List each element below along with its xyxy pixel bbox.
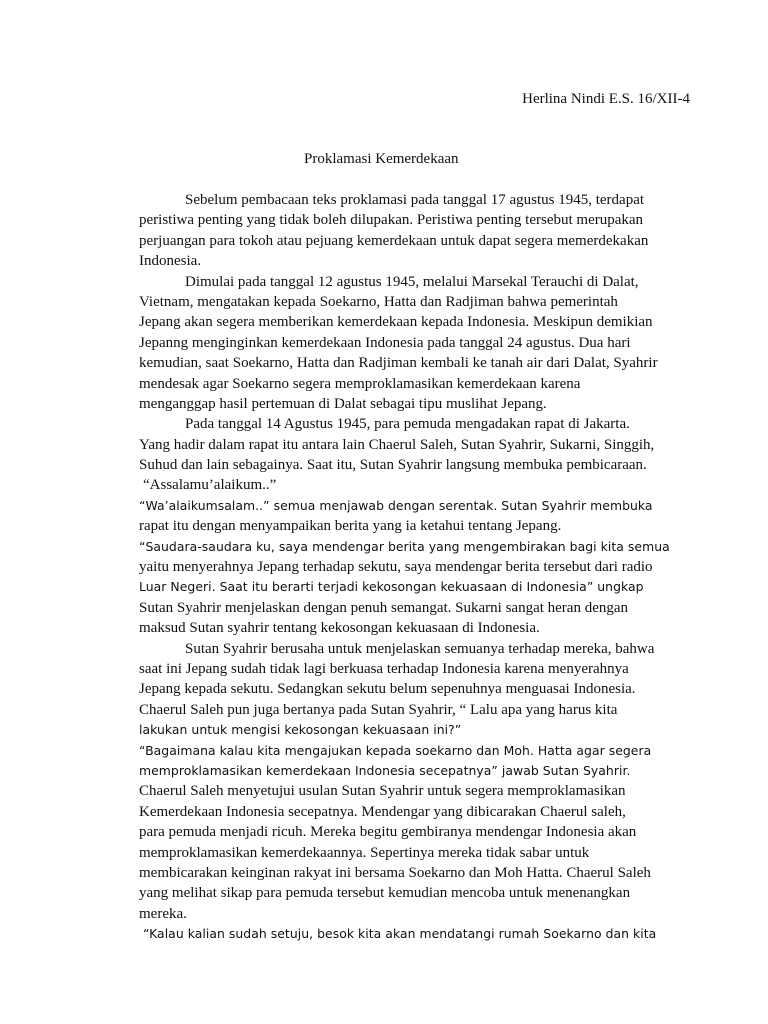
text-line: kemudian, saat Soekarno, Hatta dan Radjiman kembali ke tanah air dari Dalat, Syahrir	[139, 355, 658, 372]
text-line: “Bagaimana kalau kita mengajukan kepada soekarno dan Moh. Hatta agar segera	[139, 742, 652, 758]
text-line: Jepanng menginginkan kemerdekaan Indonesia pada tanggal 24 agustus. Dua hari	[139, 334, 631, 351]
text-line: Luar Negeri. Saat itu berarti terjadi kekosongan kekuasaan di Indonesia” ungkap	[139, 579, 644, 595]
text-line: mereka.	[139, 905, 187, 922]
text-line: membicarakan keinginan rakyat ini bersama Soekarno dan Moh Hatta. Chaerul Saleh	[139, 864, 651, 881]
author-line: Herlina Nindi E.S. 16/XII-4	[522, 91, 690, 107]
text-line: Chaerul Saleh menyetujui usulan Sutan Syahrir untuk segera memproklamasikan	[139, 783, 626, 800]
text-line: perjuangan para tokoh atau pejuang kemerdekaan untuk dapat segera memerdekakan	[139, 232, 649, 249]
text-line: rapat itu dengan menyampaikan berita yang ia ketahui tentang Jepang.	[139, 518, 562, 535]
text-line: saat ini Jepang sudah tidak lagi berkuasa terhadap Indonesia karena menyerahnya	[139, 660, 629, 677]
body-text	[139, 190, 679, 944]
text-line: “Wa’alaikumsalam..” semua menjawab dengan serentak. Sutan Syahrir membuka	[139, 497, 653, 513]
text-line: memproklamasikan kemerdekaannya. Sepertinya mereka tidak sabar untuk	[139, 844, 590, 861]
text-line: menganggap hasil pertemuan di Dalat sebagai tipu muslihat Jepang.	[139, 395, 547, 412]
text-line: Yang hadir dalam rapat itu antara lain Chaerul Saleh, Sutan Syahrir, Sukarni, Singgih,	[139, 436, 655, 453]
text-line: mendesak agar Soekarno segera memproklamasikan kemerdekaan karena	[139, 375, 581, 392]
text-line: yaitu menyerahnya Jepang terhadap sekutu, saya mendengar berita tersebut dari radio	[139, 559, 653, 576]
text-line: “Assalamu’alaikum..”	[143, 477, 277, 494]
text-line: para pemuda menjadi ricuh. Mereka begitu gembiranya mendengar Indonesia akan	[139, 824, 637, 841]
text-line: Sebelum pembacaan teks proklamasi pada tanggal 17 agustus 1945, terdapat	[185, 192, 645, 208]
text-line: Sutan Syahrir berusaha untuk menjelaskan semuanya terhadap mereka, bahwa	[185, 640, 655, 657]
text-line: Jepang kepada sekutu. Sedangkan sekutu belum sepenuhnya menguasai Indonesia.	[139, 681, 636, 698]
text-line: peristiwa penting yang tidak boleh dilupakan. Peristiwa penting tersebut merupakan	[139, 212, 644, 229]
text-line: Indonesia.	[139, 253, 202, 270]
text-line: memproklamasikan kemerdekaan Indonesia secepatnya” jawab Sutan Syahrir.	[139, 762, 631, 778]
text-line: Jepang akan segera memberikan kemerdekaan kepada Indonesia. Meskipun demikian	[139, 314, 653, 331]
text-line: Pada tanggal 14 Agustus 1945, para pemuda mengadakan rapat di Jakarta.	[185, 416, 630, 433]
text-line: Kemerdekaan Indonesia secepatnya. Mendengar yang dibicarakan Chaerul saleh,	[139, 803, 626, 820]
text-line: Chaerul Saleh pun juga bertanya pada Sutan Syahrir, “ Lalu apa yang harus kita	[139, 701, 618, 718]
text-line: Sutan Syahrir menjelaskan dengan penuh semangat. Sukarni sangat heran dengan	[139, 599, 629, 616]
text-line: Dimulai pada tanggal 12 agustus 1945, melalui Marsekal Terauchi di Dalat,	[185, 273, 639, 290]
text-line: yang melihat sikap para pemuda tersebut kemudian mencoba untuk menenangkan	[139, 885, 631, 902]
text-line: Suhud dan lain sebagainya. Saat itu, Sutan Syahrir langsung membuka pembicaraan.	[139, 457, 647, 474]
text-line: “Kalau kalian sudah setuju, besok kita akan mendatangi rumah Soekarno dan kita	[143, 926, 657, 942]
document-title: Proklamasi Kemerdekaan	[304, 151, 459, 167]
text-line: “Saudara-saudara ku, saya mendengar berita yang mengembirakan bagi kita semua	[139, 538, 670, 554]
text-line: maksud Sutan syahrir tentang kekosongan kekuasaan di Indonesia.	[139, 620, 540, 637]
text-line: lakukan untuk mengisi kekosongan kekuasaan ini?”	[139, 722, 462, 738]
text-line: Vietnam, mengatakan kepada Soekarno, Hatta dan Radjiman bahwa pemerintah	[139, 293, 618, 310]
